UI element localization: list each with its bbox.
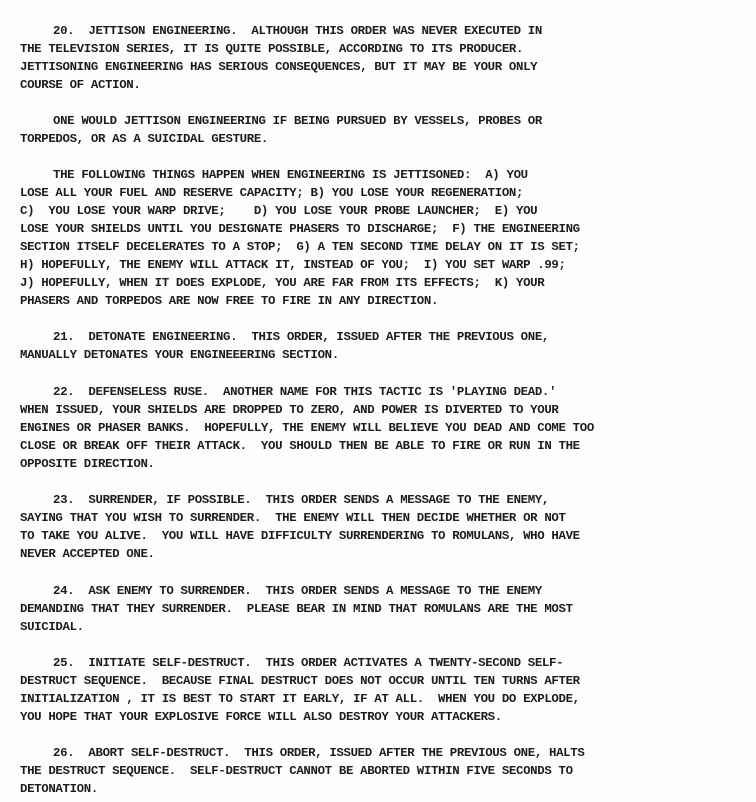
text-line: 21. DETONATE ENGINEERING. THIS ORDER, ISSUED AFTER THE PREVIOUS ONE, (53, 330, 549, 344)
text-line: CLOSE OR BREAK OFF THEIR ATTACK. YOU SHOULD THEN BE ABLE TO FIRE OR RUN IN THE (20, 439, 580, 453)
text-line: SECTION ITSELF DECELERATES TO A STOP; G) A TEN SECOND TIME DELAY ON IT IS SET; (20, 240, 580, 254)
text-line: JETTISONING ENGINEERING HAS SERIOUS CONSEQUENCES, BUT IT MAY BE YOUR ONLY (20, 60, 538, 74)
text-line: LOSE ALL YOUR FUEL AND RESERVE CAPACITY; B) YOU LOSE YOUR REGENERATION; (20, 186, 524, 200)
text-line: LOSE YOUR SHIELDS UNTIL YOU DESIGNATE PHASERS TO DISCHARGE; F) THE ENGINEERING (20, 222, 580, 236)
text-line: H) HOPEFULLY, THE ENEMY WILL ATTACK IT, INSTEAD OF YOU; I) YOU SET WARP .99; (20, 258, 566, 272)
text-line: 25. INITIATE SELF-DESTRUCT. THIS ORDER ACTIVATES A TWENTY-SECOND SELF- (53, 656, 564, 670)
text-line: ENGINES OR PHASER BANKS. HOPEFULLY, THE ENEMY WILL BELIEVE YOU DEAD AND COME TOO (20, 421, 594, 435)
text-line: 23. SURRENDER, IF POSSIBLE. THIS ORDER SENDS A MESSAGE TO THE ENEMY, (53, 493, 549, 507)
text-line: 24. ASK ENEMY TO SURRENDER. THIS ORDER SENDS A MESSAGE TO THE ENEMY (53, 584, 542, 598)
text-line: 20. JETTISON ENGINEERING. ALTHOUGH THIS ORDER WAS NEVER EXECUTED IN (53, 24, 542, 38)
text-line: TO TAKE YOU ALIVE. YOU WILL HAVE DIFFICULTY SURRENDERING TO ROMULANS, WHO HAVE (20, 529, 580, 543)
text-line: TORPEDOS, OR AS A SUICIDAL GESTURE. (20, 132, 268, 146)
text-line: ONE WOULD JETTISON ENGINEERING IF BEING PURSUED BY VESSELS, PROBES OR (53, 114, 542, 128)
text-line: THE TELEVISION SERIES, IT IS QUITE POSSIBLE, ACCORDING TO ITS PRODUCER. (20, 42, 524, 56)
text-line: WHEN ISSUED, YOUR SHIELDS ARE DROPPED TO ZERO, AND POWER IS DIVERTED TO YOUR (20, 403, 559, 417)
text-line: DETONATION. (20, 782, 98, 796)
text-line: C) YOU LOSE YOUR WARP DRIVE; D) YOU LOSE YOUR PROBE LAUNCHER; E) YOU (20, 204, 538, 218)
text-line: YOU HOPE THAT YOUR EXPLOSIVE FORCE WILL ALSO DESTROY YOUR ATTACKERS. (20, 710, 502, 724)
text-line: 22. DEFENSELESS RUSE. ANOTHER NAME FOR THIS TACTIC IS 'PLAYING DEAD.' (53, 385, 557, 399)
text-line: SAYING THAT YOU WISH TO SURRENDER. THE ENEMY WILL THEN DECIDE WHETHER OR NOT (20, 511, 566, 525)
text-line: MANUALLY DETONATES YOUR ENGINEEERING SECTION. (20, 348, 339, 362)
text-line: J) HOPEFULLY, WHEN IT DOES EXPLODE, YOU ARE FAR FROM ITS EFFECTS; K) YOUR (20, 276, 545, 290)
text-line: INITIALIZATION , IT IS BEST TO START IT EARLY, IF AT ALL. WHEN YOU DO EXPLODE, (20, 692, 580, 706)
text-line: OPPOSITE DIRECTION. (20, 457, 155, 471)
text-line: SUICIDAL. (20, 620, 84, 634)
text-line: COURSE OF ACTION. (20, 78, 141, 92)
text-line: NEVER ACCEPTED ONE. (20, 547, 155, 561)
text-line: DEMANDING THAT THEY SURRENDER. PLEASE BEAR IN MIND THAT ROMULANS ARE THE MOST (20, 602, 573, 616)
text-line: 26. ABORT SELF-DESTRUCT. THIS ORDER, ISSUED AFTER THE PREVIOUS ONE, HALTS (53, 746, 585, 760)
text-line: PHASERS AND TORPEDOS ARE NOW FREE TO FIRE IN ANY DIRECTION. (20, 294, 439, 308)
text-line: DESTRUCT SEQUENCE. BECAUSE FINAL DESTRUCT DOES NOT OCCUR UNTIL TEN TURNS AFTER (20, 674, 580, 688)
text-line: THE FOLLOWING THINGS HAPPEN WHEN ENGINEERING IS JETTISONED: A) YOU (53, 168, 528, 182)
text-line: THE DESTRUCT SEQUENCE. SELF-DESTRUCT CANNOT BE ABORTED WITHIN FIVE SECONDS TO (20, 764, 573, 778)
